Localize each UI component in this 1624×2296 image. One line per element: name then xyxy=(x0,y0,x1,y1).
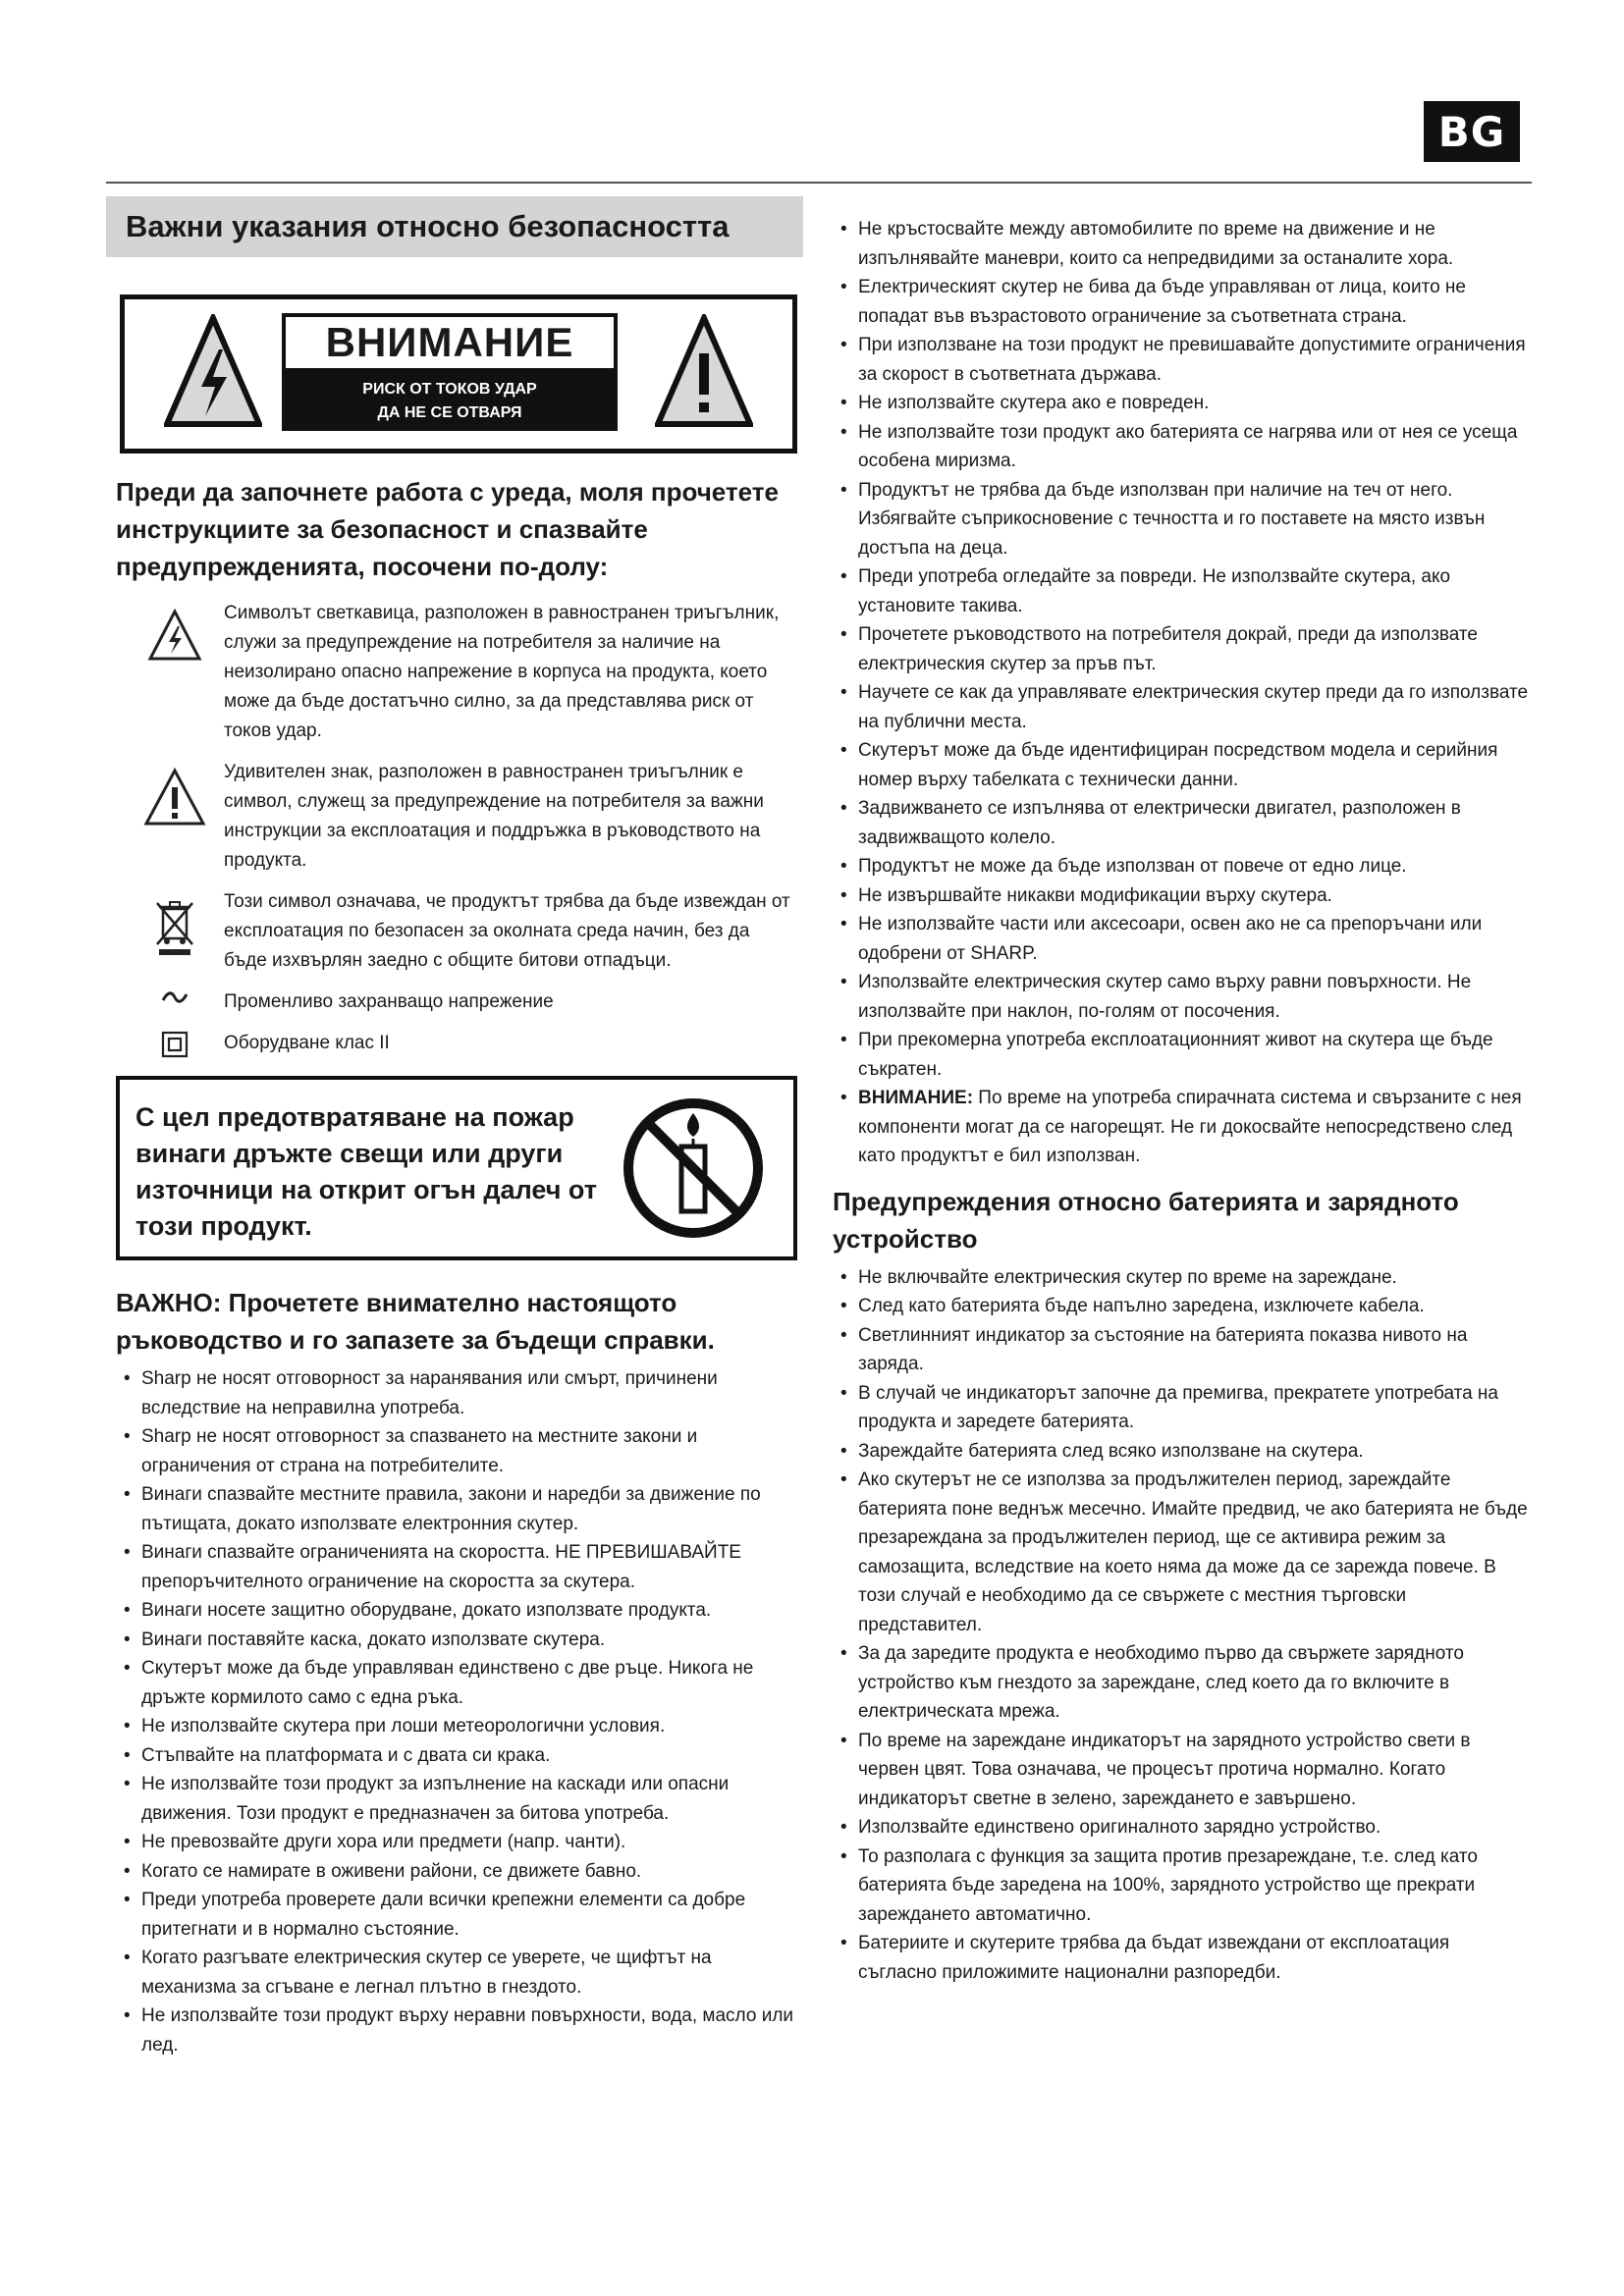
list-item: • Продуктът не може да бъде използван от повече от едно лице. xyxy=(833,852,1530,881)
right-column xyxy=(833,209,1530,1987)
list-item: • За да заредите продукта е необходимо първо да свържете зарядното устройство към гнездото за зареждане, след което да го включите в електрическата мрежа. xyxy=(833,1639,1530,1727)
symbol-row xyxy=(126,758,803,876)
list-item: • Използвайте единствено оригиналното зарядно устройство. xyxy=(833,1813,1530,1842)
lightning-triangle-icon xyxy=(164,314,262,432)
list-item: • Винаги поставяйте каска, докато използвате скутера. xyxy=(116,1626,803,1655)
symbol-row xyxy=(126,887,803,976)
list-item: • Не кръстосвайте между автомобилите по време на движение и не изпълнявайте маневри, които са непредвидими за останалите хора. xyxy=(833,215,1530,273)
list-item: • Светлинният индикатор за състояние на батерията показва нивото на заряда. xyxy=(833,1321,1530,1379)
symbol-row xyxy=(126,988,803,1017)
list-item: • Не използвайте скутера ако е повреден. xyxy=(833,389,1530,418)
list-item: • Преди употреба проверете дали всички крепежни елементи са добре притегнати и в нормално състояние. xyxy=(116,1886,803,1944)
caution-title: ВНИМАНИЕ xyxy=(282,313,618,372)
symbol-description: Оборудване клас II xyxy=(224,1033,390,1053)
intro-heading: Преди да започнете работа с уреда, моля прочетете инструкциите за безопасност и спазвайте предупрежденията, посочени по-долу: xyxy=(116,477,779,581)
list-item xyxy=(833,1084,1530,1171)
list-item: • Sharp не носят отговорност за спазването на местните закони и ограничения от страна на потребителите. xyxy=(116,1422,803,1480)
list-item: • Научете се как да управлявате електрическия скутер преди да го използвате на публични места. xyxy=(833,678,1530,736)
symbol-description: Удивителен знак, разположен в равностранен триъгълник е символ, служещ за предупреждение на потребителя за важни инструкции за експлоатация и поддръжка в ръководството на продукта. xyxy=(224,762,764,871)
list-item: • Когато се намирате в оживени райони, се движете бавно. xyxy=(116,1857,803,1887)
caution-line-2: ДА НЕ СЕ ОТВАРЯ xyxy=(377,404,522,421)
list-item: • При прекомерна употреба експлоатационният живот на скутера ще бъде съкратен. xyxy=(833,1026,1530,1084)
list-item: • Sharp не носят отговорност за наранявания или смърт, причинени вследствие на неправилна употреба. xyxy=(116,1364,803,1422)
list-item: • В случай че индикаторът започне да премигва, прекратете употребата на продукта и заредете батерията. xyxy=(833,1379,1530,1437)
list-item: • Не използвайте този продукт ако батерията се нагрява или от нея се усеща особена миризма. xyxy=(833,418,1530,476)
exclamation-triangle-icon xyxy=(655,314,753,432)
list-item: • Когато разгъвате електрическия скутер се уверете, че щифтът на механизма за сгъване е легнал плътно в гнездото. xyxy=(116,1944,803,2002)
list-item: • По време на зареждане индикаторът на зарядното устройство свети в червен цвят. Това означава, че процесът протича нормално. Когато индикаторът светне в зелено, зареждането е завършено. xyxy=(833,1727,1530,1814)
list-item: • Прочетете ръководството на потребителя докрай, преди да използвате електрическия скутер за пръв път. xyxy=(833,620,1530,678)
list-item: • Батериите и скутерите трябва да бъдат извеждани от експлоатация съгласно приложимите национални разпоредби. xyxy=(833,1929,1530,1987)
crossed-bin-icon xyxy=(153,897,196,956)
list-item: • Винаги спазвайте ограниченията на скоростта. НЕ ПРЕВИШАВАЙТЕ препоръчителното ограничение на скоростта за скутера. xyxy=(116,1538,803,1596)
list-item: • Винаги носете защитно оборудване, докато използвате продукта. xyxy=(116,1596,803,1626)
caution-line-1: РИСК ОТ ТОКОВ УДАР xyxy=(362,381,537,398)
list-item: • Преди употреба огледайте за повреди. Не използвайте скутера, ако установите такива. xyxy=(833,562,1530,620)
warning-text: По време на употреба спирачната система и свързаните с нея компоненти могат да се нагорещят. Не ги докосвайте непосредствено след като продуктът е бил използван. xyxy=(858,1088,1522,1166)
list-item: • Не използвайте този продукт за изпълнение на каскади или опасни движения. Този продукт е предназначен за битова употреба. xyxy=(116,1770,803,1828)
battery-heading: Предупреждения относно батерията и зарядното устройство xyxy=(833,1186,1459,1254)
list-item: • Не използвайте части или аксесоари, освен ако не са препоръчани или одобрени от SHARP. xyxy=(833,910,1530,968)
list-item: • Зареждайте батерията след всяко използване на скутера. xyxy=(833,1437,1530,1467)
battery-safety-list xyxy=(833,1263,1530,1988)
caution-label-text xyxy=(282,313,618,435)
fire-warning-text: С цел предотвратяване на пожар винаги дръжте свещи или други източници на открит огън далеч от този продукт. xyxy=(135,1102,597,1241)
list-item: • Не извършвайте никакви модификации върху скутера. xyxy=(833,881,1530,911)
brake-warning-list xyxy=(833,1084,1530,1171)
list-item: • То разполага с функция за защита против презареждане, т.е. след като батерията бъде заредена на 100%, зарядното устройство ще прекрати зареждането автоматично. xyxy=(833,1842,1530,1930)
symbol-row xyxy=(126,1029,803,1058)
symbol-description: Символът светкавица, разположен в равностранен триъгълник, служи за предупреждение на потребителя за наличие на неизолирано опасно напрежение в корпуса на продукта, което може да бъде достатъчно силно, за да представлява риск от токов удар. xyxy=(224,603,780,741)
lightning-triangle-icon xyxy=(147,609,202,662)
list-item: • Продуктът не трябва да бъде използван при наличие на теч от него. Избягвайте съприкосновение с течността и го поставете на място извън достъпа на деца. xyxy=(833,476,1530,563)
symbol-description: Този символ означава, че продуктът трябва да бъде извеждан от експлоатация по безопасен за околната среда начин, без да бъде изхвърлян заедно с общите битови отпадъци. xyxy=(224,891,790,971)
list-item: • Задвижването се изпълнява от електрически двигател, разположен в задвижващото колело. xyxy=(833,794,1530,852)
symbol-row xyxy=(126,599,803,746)
right-safety-list xyxy=(833,215,1530,1084)
no-open-flame-icon xyxy=(621,1095,766,1241)
list-item: • Не превозвайте други хора или предмети (напр. чанти). xyxy=(116,1828,803,1857)
caution-subtitle xyxy=(282,372,618,431)
left-safety-list xyxy=(116,1364,803,2059)
list-item: • Скутерът може да бъде управляван единствено с две ръце. Никога не дръжте кормилото само с една ръка. xyxy=(116,1654,803,1712)
language-badge: BG xyxy=(1424,101,1520,162)
exclamation-triangle-icon xyxy=(143,768,206,827)
left-column xyxy=(106,196,803,2059)
symbol-legend xyxy=(126,599,803,1058)
list-item: • След като батерията бъде напълно заредена, изключете кабела. xyxy=(833,1292,1530,1321)
important-heading: ВАЖНО: Прочетете внимателно настоящото ръководство и го запазете за бъдещи справки. xyxy=(116,1288,715,1355)
list-item: • Не включвайте електрическия скутер по време на зареждане. xyxy=(833,1263,1530,1293)
list-item: • Електрическият скутер не бива да бъде управляван от лица, които не попадат във възрастовото ограничение за съответната страна. xyxy=(833,273,1530,331)
warning-label: ВНИМАНИЕ: xyxy=(858,1088,974,1108)
list-item: • Винаги спазвайте местните правила, закони и наредби за движение по пътищата, докато използвате електронния скутер. xyxy=(116,1480,803,1538)
list-item: • Ако скутерът не се използва за продължителен период, зареждайте батерията поне веднъж месечно. Имайте предвид, че ако батерията не бъде презареждана за продължителен период, ще се активира режим за самозащита, вследствие на което няма да може да се зарежда повече. В този случай е необходимо да се свържете с местния търговски представител. xyxy=(833,1466,1530,1639)
section-title: Важни указания относно безопасността xyxy=(106,196,803,257)
list-item: • Не използвайте скутера при лоши метеорологични условия. xyxy=(116,1712,803,1741)
list-item: • Използвайте електрическия скутер само върху равни повърхности. Не използвайте при наклон, по-голям от посочения. xyxy=(833,968,1530,1026)
class-two-icon xyxy=(161,1031,189,1058)
list-item: • При използване на този продукт не превишавайте допустимите ограничения за скорост в съответната държава. xyxy=(833,331,1530,389)
caution-label xyxy=(120,294,797,454)
symbol-description: Променливо захранващо напрежение xyxy=(224,991,554,1012)
list-item: • Не използвайте този продукт върху неравни повърхности, вода, масло или лед. xyxy=(116,2002,803,2059)
list-item: • Стъпвайте на платформата и с двата си крака. xyxy=(116,1741,803,1771)
header-rule xyxy=(106,182,1532,184)
tilde-icon xyxy=(160,988,189,1007)
list-item: • Скутерът може да бъде идентифициран посредством модела и серийния номер върху табелката с технически данни. xyxy=(833,736,1530,794)
fire-warning-box xyxy=(116,1076,797,1260)
